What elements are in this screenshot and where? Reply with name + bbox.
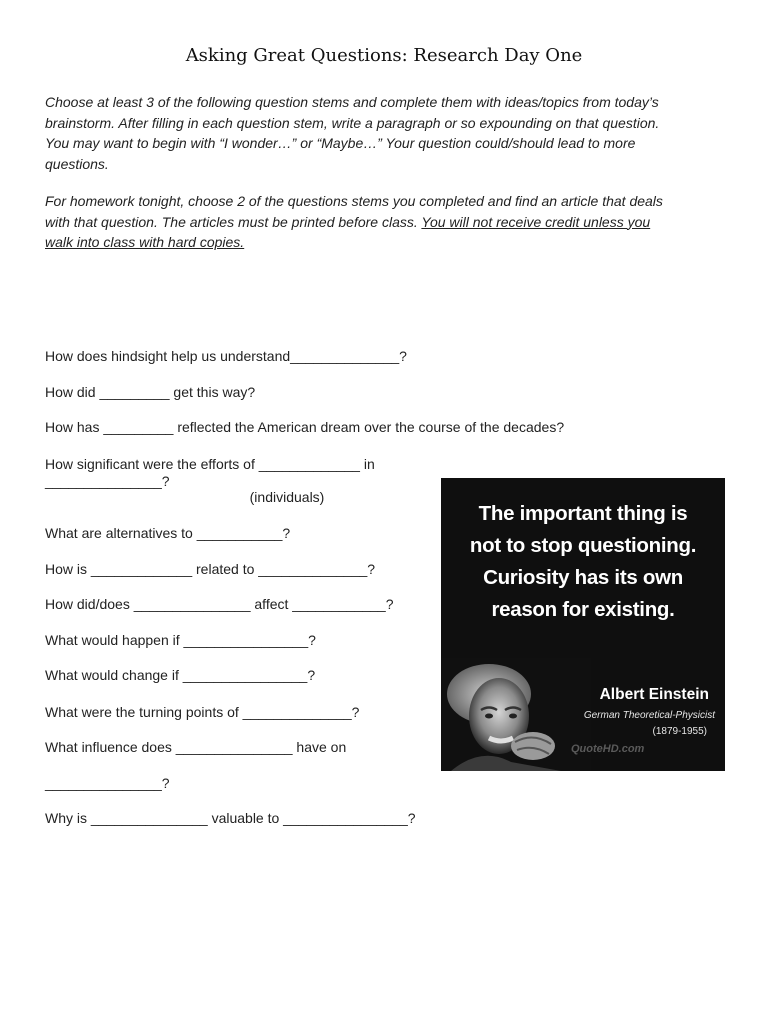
question-stem-continued: _______________? — [45, 775, 170, 791]
instructions-paragraph — [45, 92, 725, 174]
credit-warning: You will not receive credit unless you — [421, 213, 651, 230]
question-stem: What influence does _______________ have on — [45, 739, 347, 755]
question-stem: How has _________ reflected the American dream over the course of the decades? — [45, 419, 565, 435]
question-stem: What are alternatives to ___________? — [45, 525, 291, 541]
question-stem: What were the turning points of ______________? — [45, 704, 360, 720]
einstein-quote-image — [441, 478, 725, 771]
homework-line — [45, 232, 725, 253]
question-stem: Why is _______________ valuable to ________________? — [45, 810, 416, 826]
quote-author: Albert Einstein — [599, 686, 709, 703]
instructions-line: brainstorm. After filling in each question stem, write a paragraph or so expounding on that question. — [45, 114, 660, 131]
quote-line: Curiosity has its own — [483, 566, 683, 589]
quote-author-years: (1879-1955) — [652, 726, 707, 737]
homework-line — [45, 212, 725, 233]
page-title: Asking Great Questions: Research Day One — [185, 45, 583, 66]
question-stem: How is _____________ related to ______________? — [45, 561, 376, 577]
homework-text: with that question. The articles must be printed before class. — [45, 213, 422, 230]
instructions-line: questions. — [45, 155, 109, 172]
question-stem: How did _________ get this way? — [45, 384, 256, 400]
question-stem: What would change if ________________? — [45, 667, 316, 683]
quote-line: reason for existing. — [491, 598, 675, 621]
instructions-line: Choose at least 3 of the following question stems and complete them with ideas/topics from today’s — [45, 94, 659, 110]
question-stem: What would happen if ________________? — [45, 632, 316, 648]
einstein-portrait — [441, 658, 591, 771]
quote-text — [441, 498, 725, 626]
question-stem-continued: _______________? — [45, 473, 170, 489]
homework-line: For homework tonight, choose 2 of the questions stems you completed and find an article that deals — [45, 193, 663, 209]
question-note: (individuals) — [249, 489, 325, 505]
quote-line: not to stop questioning. — [469, 534, 697, 557]
question-stem: How does hindsight help us understand______________? — [45, 348, 407, 364]
quotehd-watermark: QuoteHD.com — [571, 743, 645, 755]
quote-line: The important thing is — [478, 502, 688, 525]
instructions-line: You may want to begin with “I wonder…” or “Maybe…” Your question could/should lead to more — [45, 135, 636, 151]
credit-warning-continued: walk into class with hard copies. — [45, 234, 245, 250]
question-stem: How significant were the efforts of _____________ in — [45, 456, 375, 472]
question-stem: How did/does _______________ affect ____________? — [45, 596, 394, 612]
quote-author-role: German Theoretical-Physicist — [583, 710, 715, 721]
homework-paragraph — [45, 191, 725, 253]
